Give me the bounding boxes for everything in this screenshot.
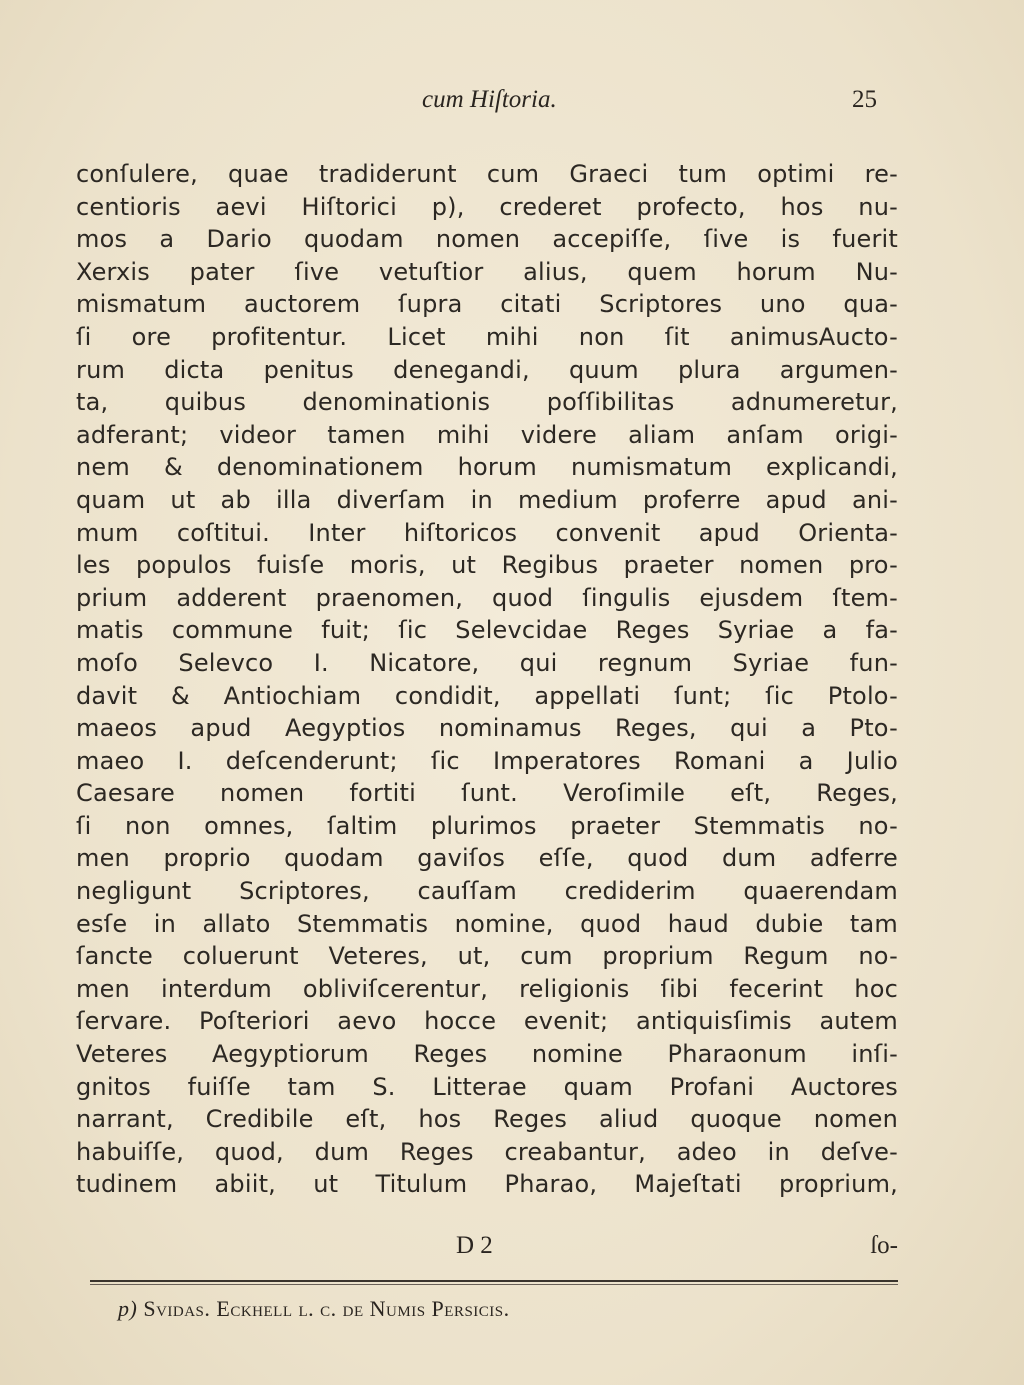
text-line: narrant, Credibile eſt, hos Reges aliud quoque nomen: [76, 1105, 898, 1134]
text-line: adferant; videor tamen mihi videre aliam anſam origi-: [76, 420, 898, 449]
signature-row: [76, 1232, 898, 1266]
text-line: quam ut ab illa diverſam in medium proferre apud ani-: [76, 485, 898, 514]
text-line: mos a Dario quodam nomen accepiſſe, ſive is fuerit: [76, 225, 898, 254]
text-line: moſo Selevco I. Nicatore, qui regnum Syriae fun-: [76, 648, 898, 677]
text-line: centioris aevi Hiſtorici p), crederet profecto, hos nu-: [76, 192, 898, 221]
text-line: conſulere, quae tradiderunt cum Graeci tum optimi re-: [76, 160, 898, 188]
text-line: rum dicta penitus denegandi, quum plura argumen-: [76, 355, 898, 384]
text-line: mum coſtitui. Inter hiſtoricos convenit apud Orienta-: [76, 518, 898, 547]
running-title: cum Hiſtoria.: [422, 86, 557, 113]
catchword: ſo-: [870, 1232, 898, 1259]
signature-mark: D 2: [456, 1232, 493, 1259]
footnote-rule-thin: [90, 1284, 898, 1285]
text-line: Xerxis pater ſive vetuſtior alius, quem horum Nu-: [76, 257, 898, 286]
text-line: ſancte coluerunt Veteres, ut, cum proprium Regum no-: [76, 942, 898, 971]
text-line: maeos apud Aegyptios nominamus Reges, qui a Pto-: [76, 714, 898, 743]
text-line: tudinem abiit, ut Titulum Pharao, Majeſtati proprium,: [76, 1170, 898, 1199]
text-line: men proprio quodam gaviſos eſſe, quod dum adferre: [76, 844, 898, 873]
footnote-rule: [90, 1280, 898, 1282]
text-line: mismatum auctorem ſupra citati Scriptores uno qua-: [76, 290, 898, 319]
text-line: men interdum obliviſcerentur, religionis ſibi fecerint hoc: [76, 974, 898, 1003]
running-head: [0, 86, 1024, 126]
body-text: [76, 158, 898, 1201]
text-line: les populos fuisſe moris, ut Regibus praeter nomen pro-: [76, 551, 898, 580]
text-line: prium adderent praenomen, quod ſingulis ejusdem ſtem-: [76, 583, 898, 612]
text-line: habuiſſe, quod, dum Reges creabantur, adeo in deſve-: [76, 1137, 898, 1166]
footnote-text: Svidas. Eckhell l. c. de Numis Perſicis.: [143, 1296, 510, 1321]
text-line: ſervare. Poſteriori aevo hocce evenit; antiquisſimis autem: [76, 1007, 898, 1036]
text-line: esſe in allato Stemmatis nomine, quod haud dubie tam: [76, 909, 898, 938]
text-line: Caesare nomen fortiti ſunt. Veroſimile eſt, Reges,: [76, 779, 898, 808]
page-number: 25: [852, 86, 877, 113]
text-line: maeo I. deſcenderunt; ſic Imperatores Romani a Julio: [76, 746, 898, 775]
text-line: ſi non omnes, ſaltim plurimos praeter Stemmatis no-: [76, 811, 898, 840]
text-line: ta, quibus denominationis poſſibilitas adnumeretur,: [76, 388, 898, 417]
text-line: nem & denominationem horum numismatum explicandi,: [76, 453, 898, 482]
text-line: negligunt Scriptores, cauſſam crediderim quaerendam: [76, 877, 898, 906]
text-line: davit & Antiochiam condidit, appellati ſunt; ſic Ptolo-: [76, 681, 898, 710]
footnote-marker: p): [118, 1296, 138, 1321]
footnote: [118, 1296, 898, 1322]
text-line: matis commune fuit; ſic Selevcidae Reges Syriae a fa-: [76, 616, 898, 645]
text-line: gnitos fuiſſe tam S. Litterae quam Profani Auctores: [76, 1072, 898, 1101]
text-line: Veteres Aegyptiorum Reges nomine Pharaonum inſi-: [76, 1040, 898, 1069]
text-line: ſi ore profitentur. Licet mihi non ſit animusAucto-: [76, 322, 898, 351]
